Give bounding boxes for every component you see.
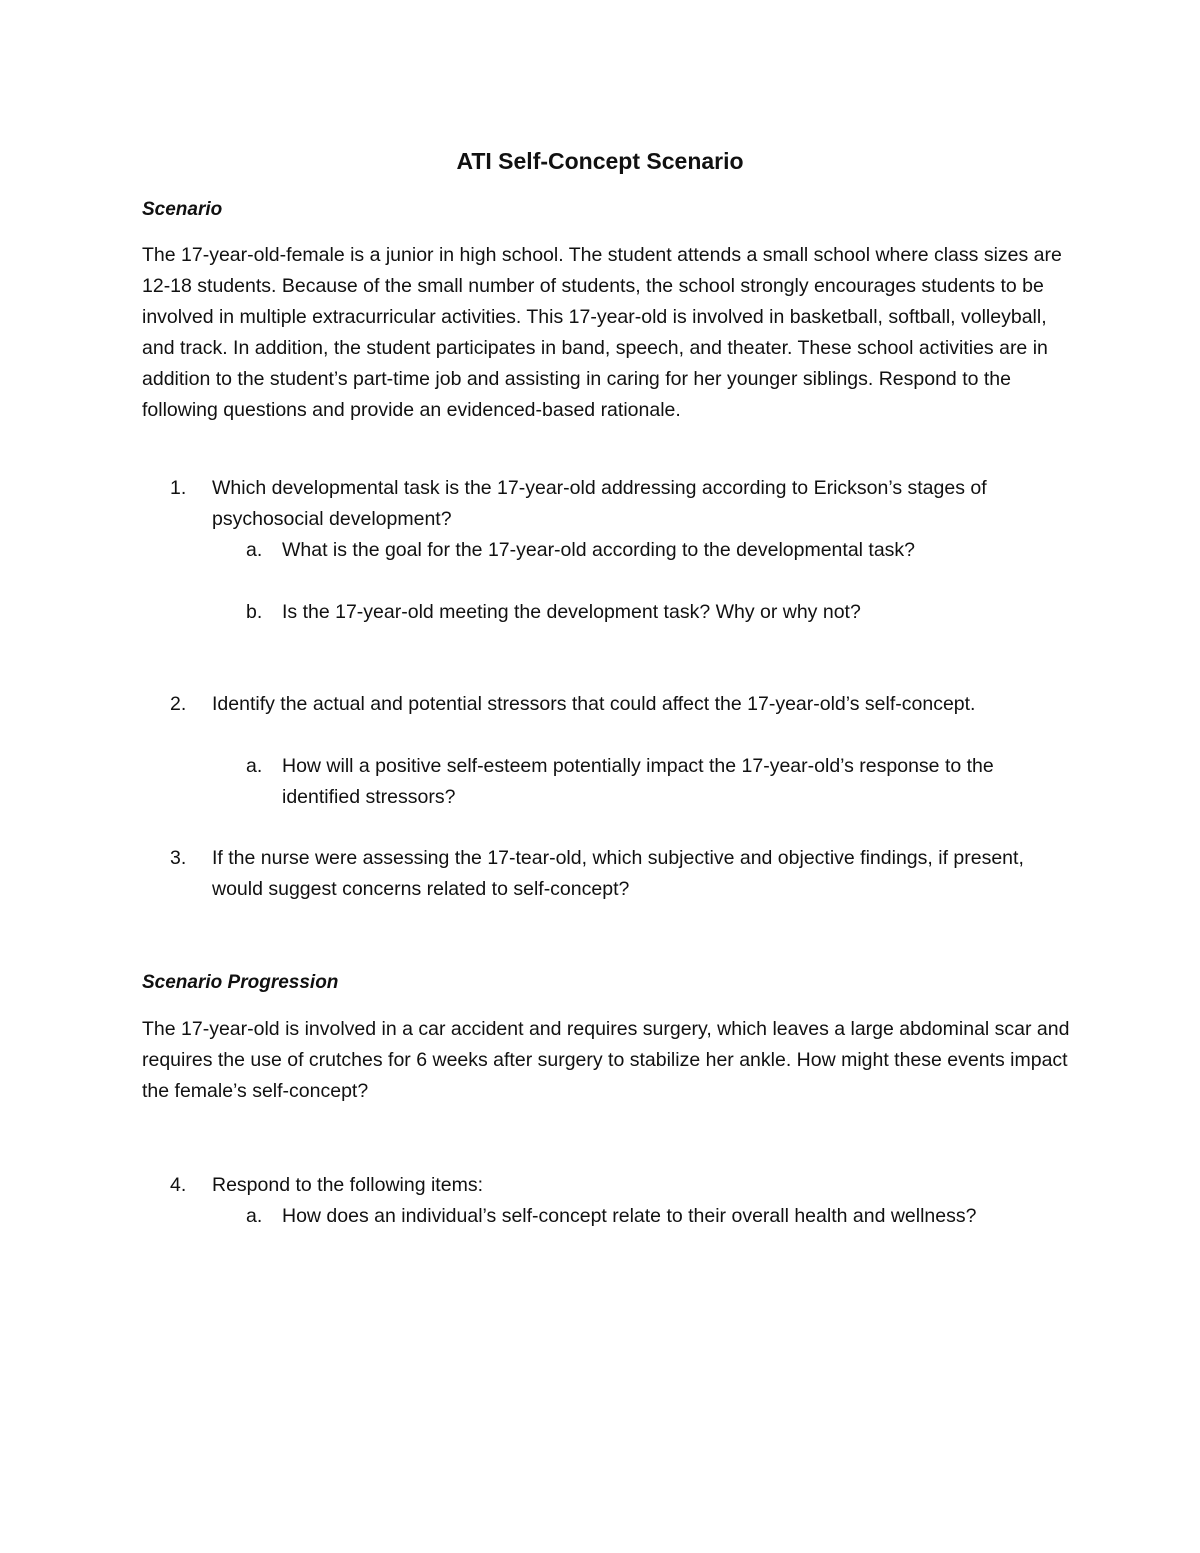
sub-text: Is the 17-year-old meeting the development task? Why or why not? [282, 601, 861, 623]
question-text: Respond to the following items: [212, 1174, 483, 1196]
sub-text: How does an individual’s self-concept relate to their overall health and wellness? [282, 1205, 977, 1227]
scenario-paragraph: The 17-year-old-female is a junior in high school. The student attends a small school where class sizes are 12-18 students. Because of the small number of students, the school strongly encourages students to be involved in multiple extracurricular activities. This 17-year-old is involved in basketball, softball, volleyball, and track. In addition, the student participates in band, speech, and theater. These school activities are in addition to the student’s part-time job and assisting in caring for her younger siblings. Respond to the following questions and provide an evidenced-based rationale. [142, 244, 1062, 421]
sub-letter: a. [246, 755, 263, 777]
question-1-sub-a [246, 535, 1076, 566]
sub-letter: b. [246, 601, 263, 623]
scenario-progression-heading: Scenario Progression [142, 972, 339, 993]
question-4-sub-a [246, 1201, 1076, 1232]
question-number: 3. [170, 847, 187, 869]
question-1 [170, 473, 1070, 535]
question-number: 1. [170, 477, 187, 499]
question-text: If the nurse were assessing the 17-tear-old, which subjective and objective findings, if present, would suggest concerns related to self-concept? [212, 847, 1024, 900]
question-text: Which developmental task is the 17-year-old addressing according to Erickson’s stages of psychosocial development? [212, 477, 987, 530]
question-3 [170, 843, 1070, 905]
sub-text: What is the goal for the 17-year-old according to the developmental task? [282, 539, 916, 561]
question-text: Identify the actual and potential stressors that could affect the 17-year-old’s self-concept. [212, 693, 976, 715]
question-4 [170, 1170, 1070, 1201]
scenario-heading: Scenario [142, 199, 223, 220]
progression-paragraph: The 17-year-old is involved in a car accident and requires surgery, which leaves a large abdominal scar and requires the use of crutches for 6 weeks after surgery to stabilize her ankle. How might these events impact the female’s self-concept? [142, 1018, 1070, 1102]
question-number: 2. [170, 693, 187, 715]
question-2-sub-a [246, 751, 1076, 813]
sub-text: How will a positive self-esteem potentially impact the 17-year-old’s response to the identified stressors? [282, 755, 994, 808]
sub-letter: a. [246, 539, 263, 561]
question-1-sub-b [246, 597, 1076, 628]
question-number: 4. [170, 1174, 187, 1196]
sub-letter: a. [246, 1205, 263, 1227]
question-2 [170, 689, 1070, 720]
document-title: ATI Self-Concept Scenario [456, 148, 744, 174]
